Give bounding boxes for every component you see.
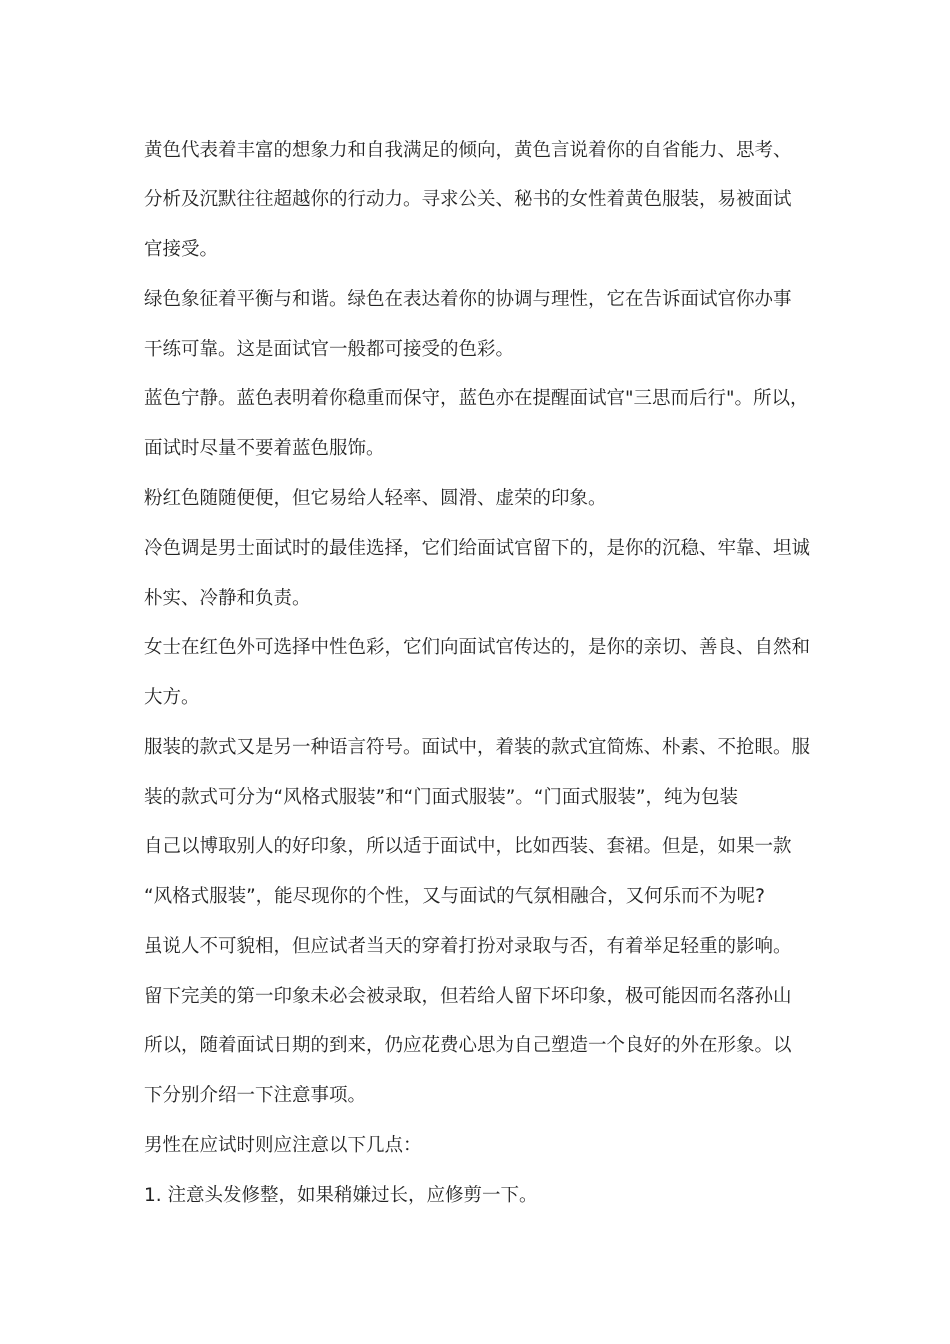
text-line: 自己以博取别人的好印象，所以适于面试中，比如西装、套裙。但是，如果一款 xyxy=(144,836,792,857)
text-line: 女士在红色外可选择中性色彩，它们向面试官传达的，是你的亲切、善良、自然和 xyxy=(144,637,811,658)
text-line: 分析及沉默往往超越你的行动力。寻求公关、秘书的女性着黄色服装，易被面试 xyxy=(144,189,792,210)
text-line: 虽说人不可貌相，但应试者当天的穿着打扮对录取与否，有着举足轻重的影响。 xyxy=(144,936,792,957)
text-line: 蓝色宁静。蓝色表明着你稳重而保守，蓝色亦在提醒面试官"三思而后行"。所以， xyxy=(144,388,809,409)
text-line: 干练可靠。这是面试官一般都可接受的色彩。 xyxy=(144,339,515,360)
text-line: 粉红色随随便便，但它易给人轻率、圆滑、虚荣的印象。 xyxy=(144,488,607,509)
text-line: 官接受。 xyxy=(144,239,219,260)
text-line: 大方。 xyxy=(144,687,200,708)
text-line: 男性在应试时则应注意以下几点： xyxy=(144,1135,422,1156)
text-line: 面试时尽量不要着蓝色服饰。 xyxy=(144,438,385,459)
text-line: 留下完美的第一印象未必会被录取，但若给人留下坏印象，极可能因而名落孙山 xyxy=(144,986,792,1007)
text-line: 所以，随着面试日期的到来，仍应花费心思为自己塑造一个良好的外在形象。以 xyxy=(144,1035,792,1056)
text-line: 服装的款式又是另一种语言符号。面试中，着装的款式宜简炼、朴素、不抢眼。服 xyxy=(144,737,811,758)
text-line: 冷色调是男士面试时的最佳选择，它们给面试官留下的，是你的沉稳、牢靠、坦诚 xyxy=(144,538,811,559)
text-line: 下分别介绍一下注意事项。 xyxy=(144,1085,367,1106)
text-line: 黄色代表着丰富的想象力和自我满足的倾向，黄色言说着你的自省能力、思考、 xyxy=(144,140,792,161)
text-line: 装的款式可分为“风格式服装”和“门面式服装”。“门面式服装”，纯为包装 xyxy=(144,787,739,808)
text-line: 1. 注意头发修整，如果稍嫌过长，应修剪一下。 xyxy=(144,1185,538,1206)
text-line: 绿色象征着平衡与和谐。绿色在表达着你的协调与理性，它在告诉面试官你办事 xyxy=(144,289,792,310)
text-line: “风格式服装”，能尽现你的个性，又与面试的气氛相融合，又何乐而不为呢? xyxy=(144,886,765,907)
text-line: 朴实、冷静和负责。 xyxy=(144,588,311,609)
